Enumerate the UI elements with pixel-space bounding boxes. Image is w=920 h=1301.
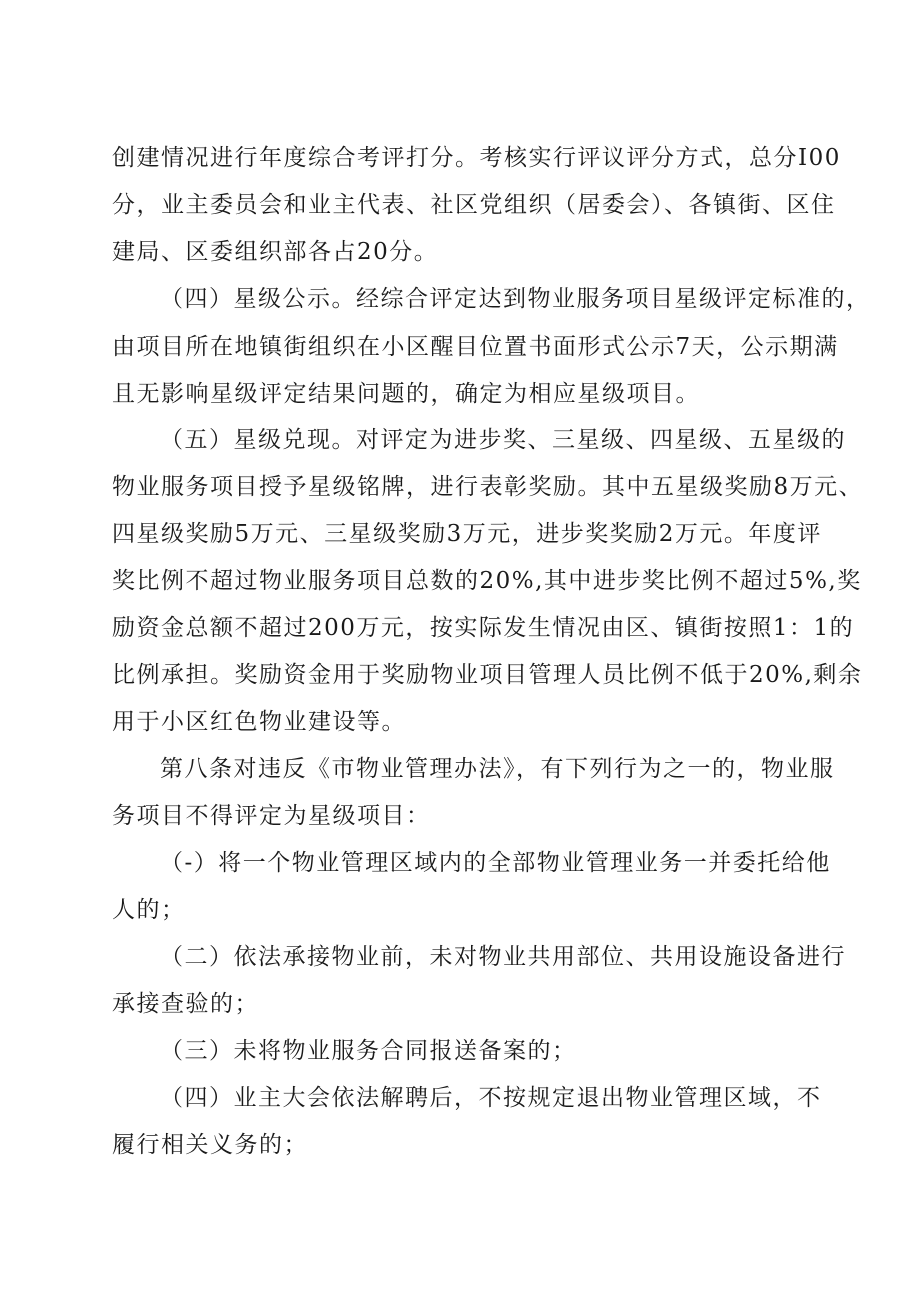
text-line: （五）星级兑现。对评定为进步奖、三星级、四星级、五星级的: [160, 427, 846, 453]
text-line: 务项目不得评定为星级项目：: [112, 803, 431, 829]
text-line: 建局、区委组织部各占20分。: [112, 239, 439, 265]
text-line: 履行相关义务的；: [112, 1132, 308, 1158]
text-line: 四星级奖励5万元、三星级奖励3万元，进步奖奖励2万元。年度评: [112, 521, 822, 547]
text-line: （三）未将物业服务合同报送备案的；: [160, 1038, 577, 1064]
text-line: 且无影响星级评定结果问题的，确定为相应星级项目。: [112, 381, 700, 407]
text-line: 第八条对违反《市物业管理办法》，有下列行为之一的，物业服: [160, 756, 835, 782]
text-line: （四）星级公示。经综合评定达到物业服务项目星级评定标准的，: [160, 286, 871, 312]
text-line: 承接查验的；: [112, 991, 259, 1017]
text-line: 奖比例不超过物业服务项目总数的20%,其中进步奖比例不超过5%,奖: [112, 568, 862, 594]
text-line: （四）业主大会依法解聘后，不按规定退出物业管理区域，不: [160, 1085, 822, 1111]
text-line: 用于小区红色物业建设等。: [112, 709, 406, 735]
text-line: 物业服务项目授予星级铭牌，进行表彰奖励。其中五星级奖励8万元、: [112, 474, 864, 500]
text-line: 励资金总额不超过200万元，按实际发生情况由区、镇街按照1：1的: [112, 615, 855, 641]
text-line: 比例承担。奖励资金用于奖励物业项目管理人员比例不低于20%,剩余: [112, 662, 863, 688]
text-line: 创建情况进行年度综合考评打分。考核实行评议评分方式，总分I00: [112, 145, 841, 171]
text-line: 人的；: [112, 897, 186, 923]
text-line: 由项目所在地镇街组织在小区醒目位置书面形式公示7天，公示期满: [112, 334, 839, 360]
text-line: （二）依法承接物业前，未对物业共用部位、共用设施设备进行: [160, 944, 846, 970]
text-line: （-）将一个物业管理区域内的全部物业管理业务一并委托给他: [160, 850, 831, 876]
text-line: 分，业主委员会和业主代表、社区党组织（居委会）、各镇街、区住: [112, 192, 836, 218]
